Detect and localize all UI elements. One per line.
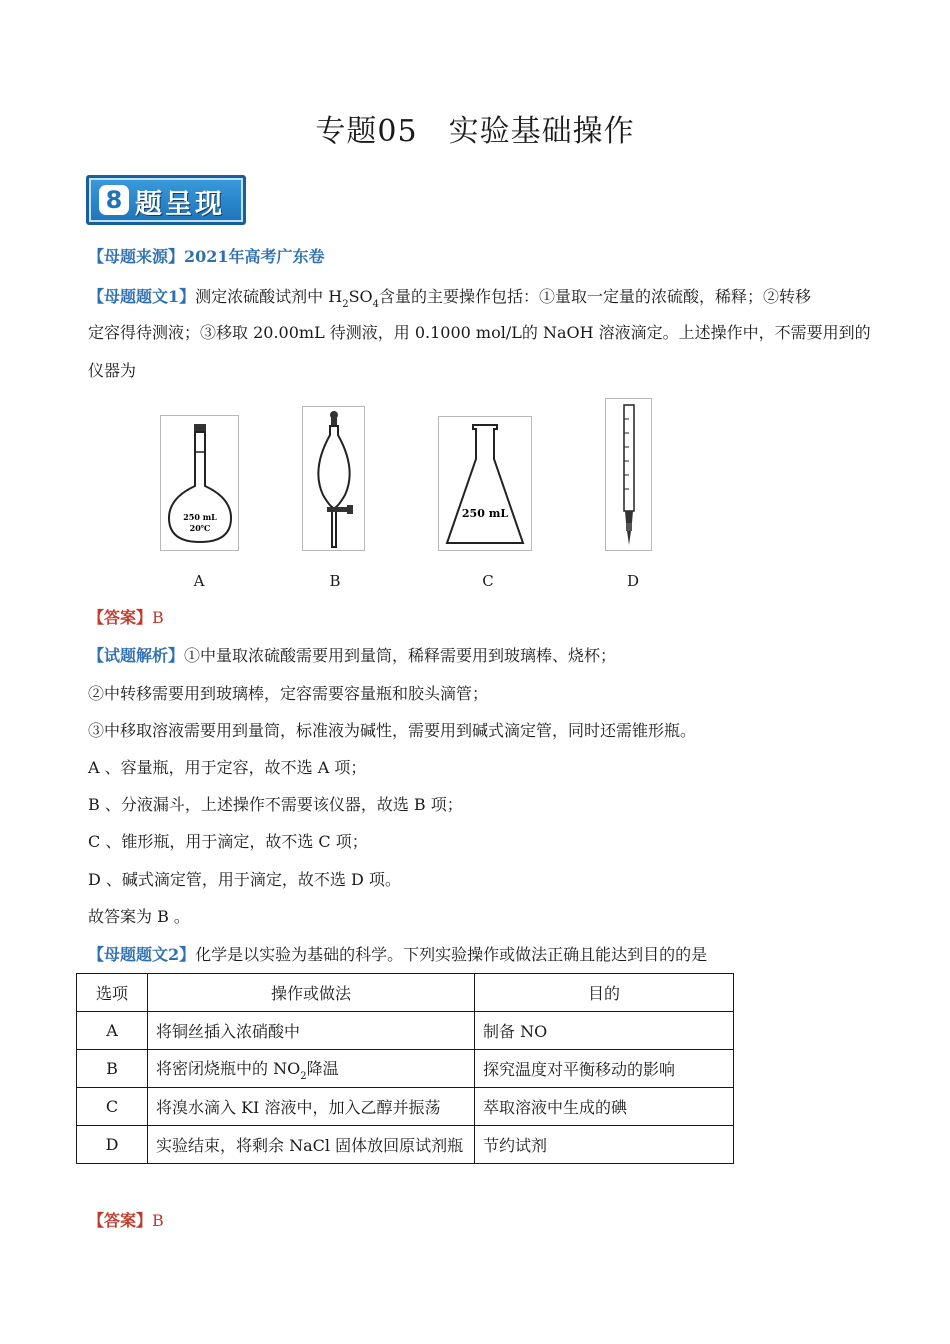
analysis-text-1: ①中量取浓硫酸需要用到量筒，稀释需要用到玻璃棒、烧杯； bbox=[184, 646, 617, 665]
banner-badge-icon: 8 bbox=[99, 185, 129, 215]
header-goal: 目的 bbox=[475, 974, 734, 1012]
flask-a-label1: 250 mL bbox=[183, 512, 217, 522]
row-c-option: C bbox=[77, 1088, 148, 1126]
caption-a: A bbox=[193, 572, 205, 590]
analysis-line-1 bbox=[88, 645, 616, 667]
figure-burette bbox=[605, 398, 652, 551]
row-c-goal: 萃取溶液中生成的碘 bbox=[475, 1088, 734, 1126]
row-b-operation-a: 将密闭烧瓶中的 NO bbox=[156, 1058, 301, 1078]
analysis-line-4: A 、容量瓶，用于定容，故不选 A 项； bbox=[88, 758, 367, 777]
figure-separatory-funnel bbox=[302, 406, 365, 551]
figure-volumetric-flask bbox=[160, 415, 239, 551]
burette-icon bbox=[606, 399, 651, 550]
volumetric-flask-icon bbox=[161, 416, 238, 550]
analysis-line-8: 故答案为 B 。 bbox=[88, 907, 190, 926]
row-d-goal: 节约试剂 bbox=[475, 1126, 734, 1164]
q1-line3: 仪器为 bbox=[88, 361, 137, 380]
analysis-line-3: ③中移取溶液需要用到量筒，标准液为碱性，需要用到碱式滴定管，同时还需锥形瓶。 bbox=[88, 721, 697, 740]
source-line bbox=[88, 246, 325, 268]
flask-c-label: 250 mL bbox=[461, 507, 509, 520]
q1-text-a: 测定浓硫酸试剂中 H bbox=[195, 287, 343, 306]
row-b-operation bbox=[148, 1050, 475, 1088]
answer1-line bbox=[88, 607, 164, 629]
q1-sub-4: 4 bbox=[372, 299, 380, 310]
page-title: 专题05 实验基础操作 bbox=[315, 114, 635, 149]
source-text: 2021年高考广东卷 bbox=[184, 247, 325, 266]
answer2-line bbox=[88, 1210, 164, 1232]
conical-flask-icon bbox=[439, 417, 531, 550]
row-b-operation-b: 降温 bbox=[306, 1058, 339, 1078]
analysis-line-7: D 、碱式滴定管，用于滴定，故不选 D 项。 bbox=[88, 870, 401, 889]
figure-conical-flask bbox=[438, 416, 532, 551]
q1-text-b: SO bbox=[348, 287, 373, 306]
q1-line2: 定容得待测液；③移取 20.00mL 待测液，用 0.1000 mol/L的 NaOH 溶液滴定。上述操作中，不需要用到的 bbox=[88, 323, 871, 342]
q2-tag: 【母题题文2】 bbox=[88, 945, 196, 964]
caption-c: C bbox=[482, 572, 494, 590]
q1-text-c: 含量的主要操作包括：①量取一定量的浓硫酸，稀释；②转移 bbox=[379, 287, 812, 306]
header-operation: 操作或做法 bbox=[148, 974, 475, 1012]
source-tag: 【母题来源】 bbox=[88, 247, 185, 266]
caption-b: B bbox=[329, 572, 341, 590]
row-c-operation: 将溴水滴入 KI 溶液中，加入乙醇并振荡 bbox=[148, 1088, 475, 1126]
q1-tag: 【母题题文1】 bbox=[88, 287, 196, 306]
row-b-goal: 探究温度对平衡移动的影响 bbox=[475, 1050, 734, 1088]
section-banner bbox=[86, 175, 246, 225]
table-header-row bbox=[77, 974, 734, 1012]
separatory-funnel-icon bbox=[303, 407, 364, 550]
row-d-option: D bbox=[77, 1126, 148, 1164]
options-table bbox=[76, 973, 734, 1164]
analysis-line-2: ②中转移需要用到玻璃棒，定容需要容量瓶和胶头滴管； bbox=[88, 684, 489, 703]
answer1-tag: 【答案】 bbox=[88, 608, 153, 627]
banner-text: 题呈现 bbox=[135, 189, 225, 220]
answer1-value: B bbox=[152, 608, 164, 627]
table-row bbox=[77, 1012, 734, 1050]
analysis-line-5: B 、分液漏斗，上述操作不需要该仪器，故选 B 项； bbox=[88, 795, 463, 814]
table-row bbox=[77, 1050, 734, 1088]
row-a-option: A bbox=[77, 1012, 148, 1050]
caption-d: D bbox=[626, 572, 640, 590]
q2-text: 化学是以实验为基础的科学。下列实验操作或做法正确且能达到目的的是 bbox=[195, 945, 708, 964]
header-option: 选项 bbox=[77, 974, 148, 1012]
answer2-value: B bbox=[152, 1211, 164, 1230]
analysis-tag: 【试题解析】 bbox=[88, 646, 185, 665]
q2-line bbox=[88, 944, 707, 966]
flask-a-label2: 20℃ bbox=[189, 523, 211, 533]
analysis-line-6: C 、锥形瓶，用于滴定，故不选 C 项； bbox=[88, 832, 368, 851]
row-d-operation: 实验结束，将剩余 NaCl 固体放回原试剂瓶 bbox=[148, 1126, 475, 1164]
table-row bbox=[77, 1126, 734, 1164]
q1-line1 bbox=[88, 286, 811, 316]
answer2-tag: 【答案】 bbox=[88, 1211, 153, 1230]
q1-sub-2: 2 bbox=[342, 299, 349, 310]
row-b-option: B bbox=[77, 1050, 148, 1088]
row-a-operation: 将铜丝插入浓硝酸中 bbox=[148, 1012, 475, 1050]
row-b-sub: 2 bbox=[300, 1070, 307, 1082]
row-a-goal: 制备 NO bbox=[475, 1012, 734, 1050]
table-row bbox=[77, 1088, 734, 1126]
